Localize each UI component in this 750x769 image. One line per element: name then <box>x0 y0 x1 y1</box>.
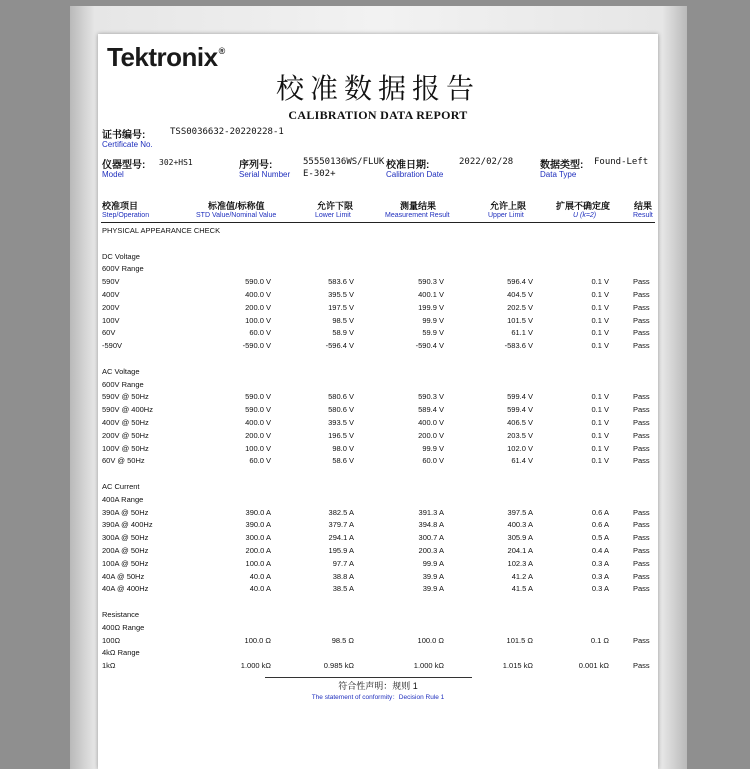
cell-upper: 102.3 A <box>507 558 533 568</box>
cell-meas: 590.3 V <box>418 277 444 287</box>
cell-result: Pass <box>633 507 650 517</box>
header-uncertainty-cn: 扩展不确定度 <box>556 201 611 211</box>
cell-result: Pass <box>633 277 650 287</box>
cell-lower: 98.5 V <box>332 315 354 325</box>
cell-u: 0.1 V <box>591 430 609 440</box>
cell-meas: 99.9 V <box>422 315 444 325</box>
cell-meas: 39.9 A <box>422 571 444 581</box>
table-row <box>98 559 658 572</box>
table-row <box>98 392 658 405</box>
cell-upper: 599.4 V <box>507 405 533 415</box>
section-label-row <box>98 610 658 623</box>
cell-result: Pass <box>633 571 650 581</box>
cell-meas: 200.3 A <box>418 545 444 555</box>
cell-result: Pass <box>633 545 650 555</box>
cell-u: 0.1 V <box>591 328 609 338</box>
cell-upper: 406.5 V <box>507 417 533 427</box>
cell-result: Pass <box>633 392 650 402</box>
cell-u: 0.3 A <box>591 558 609 568</box>
cell-lower: 196.5 V <box>328 430 354 440</box>
table-row <box>98 444 658 457</box>
cell-meas: 99.9 V <box>422 443 444 453</box>
header-step-cn: 校准项目 <box>102 201 139 211</box>
header-meas-en: Measurement Result <box>385 212 450 219</box>
cell-lower: 580.6 V <box>328 405 354 415</box>
cell-upper: -583.6 V <box>504 341 533 351</box>
cell-u: 0.1 V <box>591 289 609 299</box>
cell-std: 100.0 V <box>245 443 271 453</box>
cell-upper: 404.5 V <box>507 289 533 299</box>
section-label-row <box>98 495 658 508</box>
table-row <box>98 431 658 444</box>
cell-meas: 400.0 V <box>418 417 444 427</box>
header-upper-cn: 允许上限 <box>490 201 527 211</box>
table-row <box>98 572 658 585</box>
cell-result: Pass <box>633 558 650 568</box>
cell-step: 590V <box>102 277 120 287</box>
table-row <box>98 546 658 559</box>
cell-lower: 98.5 Ω <box>331 635 354 645</box>
cell-result: Pass <box>633 520 650 530</box>
section-label: PHYSICAL APPEARANCE CHECK <box>102 226 221 235</box>
cell-u: 0.1 V <box>591 443 609 453</box>
section-label-row <box>98 623 658 636</box>
cell-lower: 58.6 V <box>332 456 354 466</box>
section-label-row <box>98 380 658 393</box>
cell-step: 100V <box>102 315 120 325</box>
cell-meas: 199.9 V <box>418 302 444 312</box>
header-lower-en: Lower Limit <box>315 212 351 219</box>
cell-upper: 41.5 A <box>511 584 533 594</box>
spacer-row <box>98 469 658 482</box>
table-row <box>98 328 658 341</box>
cell-step: 100V @ 50Hz <box>102 443 149 453</box>
cell-u: 0.1 V <box>591 341 609 351</box>
cell-meas: 39.9 A <box>422 584 444 594</box>
section-label: Resistance <box>102 609 140 619</box>
cell-step: 40A @ 400Hz <box>102 584 149 594</box>
cell-upper: 101.5 Ω <box>506 635 533 645</box>
cell-upper: 397.5 A <box>507 507 533 517</box>
section-label: DC Voltage <box>102 251 140 261</box>
cell-u: 0.4 A <box>591 545 609 555</box>
conformity-statement-cn: 符合性声明：规则 1 <box>338 681 418 691</box>
cell-u: 0.1 V <box>591 405 609 415</box>
cell-meas: -590.4 V <box>415 341 444 351</box>
cell-u: 0.3 A <box>591 584 609 594</box>
spacer-row <box>98 239 658 252</box>
model-label-cn: 仪器型号: <box>102 160 146 171</box>
cell-result: Pass <box>633 430 650 440</box>
table-row <box>98 456 658 469</box>
header-upper-en: Upper Limit <box>488 212 524 219</box>
cell-std: 300.0 A <box>245 533 271 543</box>
cell-u: 0.1 V <box>591 315 609 325</box>
cell-lower: 197.5 V <box>328 302 354 312</box>
header-uncertainty-en: U (k=2) <box>573 212 597 219</box>
cell-step: 300A @ 50Hz <box>102 533 149 543</box>
cell-std: 40.0 A <box>249 571 271 581</box>
cell-meas: 59.9 V <box>422 328 444 338</box>
cell-step: 100Ω <box>102 635 121 645</box>
section-label: 4kΩ Range <box>102 648 140 658</box>
cell-upper: 599.4 V <box>507 392 533 402</box>
cell-u: 0.5 A <box>591 533 609 543</box>
table-row <box>98 290 658 303</box>
cell-lower: 98.0 V <box>332 443 354 453</box>
model-value: 302+HS1 <box>159 158 193 167</box>
cell-step: 1kΩ <box>102 661 116 671</box>
serial-value-line2: E-302+ <box>303 169 336 179</box>
cell-std: 60.0 V <box>249 456 271 466</box>
cell-result: Pass <box>633 417 650 427</box>
table-row <box>98 636 658 649</box>
cell-upper: 41.2 A <box>511 571 533 581</box>
cell-meas: 100.0 Ω <box>417 635 444 645</box>
spacer-row <box>98 597 658 610</box>
cell-result: Pass <box>633 635 650 645</box>
report-title-en: CALIBRATION DATA REPORT <box>288 108 468 122</box>
model-label-en: Model <box>102 170 124 179</box>
conformity-statement-en: The statement of conformity：Decision Rule 1 <box>311 694 445 701</box>
cell-step: -590V <box>102 341 123 351</box>
cell-meas: 200.0 V <box>418 430 444 440</box>
cell-result: Pass <box>633 302 650 312</box>
cell-lower: 395.5 V <box>328 289 354 299</box>
cell-result: Pass <box>633 584 650 594</box>
section-label-row <box>98 648 658 661</box>
cell-step: 390A @ 400Hz <box>102 520 153 530</box>
section-label-row <box>98 367 658 380</box>
section-label: 600V Range <box>102 379 144 389</box>
cell-upper: 202.5 V <box>507 302 533 312</box>
cell-result: Pass <box>633 405 650 415</box>
cell-std: 100.0 V <box>245 315 271 325</box>
cell-result: Pass <box>633 289 650 299</box>
section-label-row <box>98 264 658 277</box>
header-step-en: Step/Operation <box>102 212 150 219</box>
header-std-en: STD Value/Nominal Value <box>196 212 277 219</box>
serial-label-en: Serial Number <box>239 170 291 179</box>
cell-u: 0.6 A <box>591 507 609 517</box>
spacer-row <box>98 354 658 367</box>
cell-step: 60V @ 50Hz <box>102 456 145 466</box>
cell-upper: 1.015 kΩ <box>502 661 533 671</box>
data-type-label-en: Data Type <box>540 170 577 179</box>
cell-lower: 583.6 V <box>328 277 354 287</box>
cell-lower: 0.985 kΩ <box>323 661 354 671</box>
header-lower-cn: 允许下限 <box>317 201 354 211</box>
section-label: 600V Range <box>102 264 144 274</box>
cal-date-label-cn: 校准日期: <box>386 160 430 171</box>
cell-std: 590.0 V <box>245 405 271 415</box>
cell-lower: -596.4 V <box>325 341 354 351</box>
cell-u: 0.1 V <box>591 417 609 427</box>
cell-lower: 195.9 A <box>328 545 354 555</box>
cell-meas: 590.3 V <box>418 392 444 402</box>
cell-lower: 38.8 A <box>332 571 354 581</box>
cell-meas: 300.7 A <box>418 533 444 543</box>
table-row <box>98 508 658 521</box>
cell-std: 390.0 A <box>245 507 271 517</box>
table-row <box>98 316 658 329</box>
cell-step: 590V @ 50Hz <box>102 392 149 402</box>
cell-step: 200V @ 50Hz <box>102 430 149 440</box>
cell-std: 400.0 V <box>245 417 271 427</box>
cell-lower: 382.5 A <box>328 507 354 517</box>
report-page <box>98 34 658 769</box>
cell-std: 100.0 Ω <box>244 635 271 645</box>
cell-upper: 101.5 V <box>507 315 533 325</box>
cell-result: Pass <box>633 341 650 351</box>
cell-step: 200V <box>102 302 120 312</box>
cell-result: Pass <box>633 661 650 671</box>
section-label: AC Current <box>102 481 140 491</box>
calibration-table-body <box>98 226 658 674</box>
table-row <box>98 405 658 418</box>
cell-lower: 294.1 A <box>328 533 354 543</box>
cell-lower: 580.6 V <box>328 392 354 402</box>
serial-label-cn: 序列号: <box>239 160 273 171</box>
section-label-row <box>98 252 658 265</box>
section-label-row <box>98 226 658 239</box>
cell-std: 200.0 A <box>245 545 271 555</box>
cell-lower: 58.9 V <box>332 328 354 338</box>
data-type-value: Found-Left <box>594 157 649 167</box>
cell-u: 0.3 A <box>591 571 609 581</box>
cell-std: 40.0 A <box>249 584 271 594</box>
section-label-row <box>98 482 658 495</box>
cell-result: Pass <box>633 456 650 466</box>
header-result-en: Result <box>633 212 653 219</box>
cell-result: Pass <box>633 443 650 453</box>
cell-step: 590V @ 400Hz <box>102 405 153 415</box>
cell-lower: 393.5 V <box>328 417 354 427</box>
cell-step: 100A @ 50Hz <box>102 558 149 568</box>
table-row <box>98 584 658 597</box>
section-label: 400Ω Range <box>102 622 145 632</box>
cell-step: 390A @ 50Hz <box>102 507 149 517</box>
cell-std: 590.0 V <box>245 392 271 402</box>
cell-result: Pass <box>633 533 650 543</box>
cert-no-value: TSS0036632-20220228-1 <box>170 127 284 137</box>
cell-lower: 38.5 A <box>332 584 354 594</box>
cell-upper: 61.1 V <box>511 328 533 338</box>
cell-lower: 97.7 A <box>332 558 354 568</box>
cell-u: 0.1 V <box>591 456 609 466</box>
tektronix-logo: Tektronix® <box>107 42 225 72</box>
cell-std: 60.0 V <box>249 328 271 338</box>
table-row <box>98 520 658 533</box>
cell-upper: 61.4 V <box>511 456 533 466</box>
cell-meas: 394.8 A <box>418 520 444 530</box>
cell-std: 100.0 A <box>245 558 271 568</box>
table-row <box>98 418 658 431</box>
cell-meas: 60.0 V <box>422 456 444 466</box>
cell-upper: 203.5 V <box>507 430 533 440</box>
cell-meas: 99.9 A <box>422 558 444 568</box>
header-meas-cn: 测量结果 <box>400 201 437 211</box>
header-std-cn: 标准值/标称值 <box>208 201 265 211</box>
cell-meas: 1.000 kΩ <box>413 661 444 671</box>
cell-std: 590.0 V <box>245 277 271 287</box>
section-label: AC Voltage <box>102 366 140 376</box>
cal-date-value: 2022/02/28 <box>459 157 514 167</box>
cell-u: 0.1 V <box>591 277 609 287</box>
cell-u: 0.6 A <box>591 520 609 530</box>
cell-u: 0.1 V <box>591 302 609 312</box>
header-result-cn: 结果 <box>634 201 653 211</box>
cell-upper: 596.4 V <box>507 277 533 287</box>
cell-upper: 204.1 A <box>507 545 533 555</box>
header-divider <box>101 222 655 223</box>
cell-std: 400.0 V <box>245 289 271 299</box>
cell-std: -590.0 V <box>242 341 271 351</box>
cell-std: 200.0 V <box>245 430 271 440</box>
table-row <box>98 277 658 290</box>
serial-value-line1: 55550136WS/FLUK <box>303 157 385 167</box>
cell-std: 200.0 V <box>245 302 271 312</box>
cell-meas: 589.4 V <box>418 405 444 415</box>
section-label: 400A Range <box>102 494 144 504</box>
report-title-cn: 校准数据报告 <box>275 72 480 105</box>
cell-lower: 379.7 A <box>328 520 354 530</box>
cell-step: 400V <box>102 289 120 299</box>
cert-no-label-en: Certificate No. <box>102 140 153 149</box>
cell-meas: 391.3 A <box>418 507 444 517</box>
cell-upper: 305.9 A <box>507 533 533 543</box>
cell-upper: 400.3 A <box>507 520 533 530</box>
cell-upper: 102.0 V <box>507 443 533 453</box>
cell-step: 200A @ 50Hz <box>102 545 149 555</box>
cell-step: 60V <box>102 328 116 338</box>
cell-meas: 400.1 V <box>418 289 444 299</box>
cell-u: 0.001 kΩ <box>578 661 609 671</box>
cell-step: 40A @ 50Hz <box>102 571 145 581</box>
cell-u: 0.1 V <box>591 392 609 402</box>
cal-date-label-en: Calibration Date <box>386 170 444 179</box>
cell-std: 390.0 A <box>245 520 271 530</box>
table-row <box>98 661 658 674</box>
cell-u: 0.1 Ω <box>590 635 609 645</box>
table-row <box>98 341 658 354</box>
cert-no-label-cn: 证书编号: <box>102 130 146 141</box>
cell-result: Pass <box>633 328 650 338</box>
cell-std: 1.000 kΩ <box>240 661 271 671</box>
cell-result: Pass <box>633 315 650 325</box>
table-row <box>98 533 658 546</box>
data-type-label-cn: 数据类型: <box>540 160 584 171</box>
table-row <box>98 303 658 316</box>
cell-step: 400V @ 50Hz <box>102 417 149 427</box>
footer-divider <box>265 677 472 678</box>
